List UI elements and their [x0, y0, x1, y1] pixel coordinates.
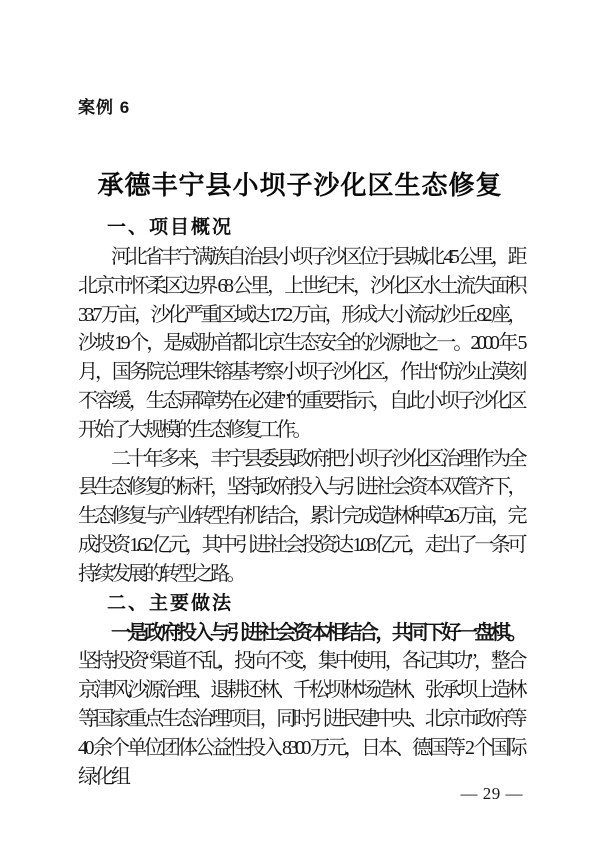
document-title: 承德丰宁县小坝子沙化区生态修复 — [97, 171, 503, 201]
document-body — [78, 213, 524, 791]
paragraph-practice-1-body: 坚持投资“渠道不乱，投向不变，集中使用，各记其功”，整合京津风沙源治理、退耕还林、千松坝林场造林、张承坝上造林等国家重点生态治理项目，同时引进民建中央、北京市政府等 40 余个单位团体公益性投入 8300 万元，日本、德国等 2 个国际绿化组 — [78, 650, 524, 788]
page-number: — 29 — — [460, 784, 523, 803]
section-heading-project-overview: 一、项目概况 — [107, 217, 234, 238]
paragraph-practice-1-bold-lead: 一是政府投入与引进社会资本相结合，共同下好一盘棋。 — [111, 621, 524, 644]
paragraph-practice-1 — [78, 619, 524, 792]
section-heading-main-practices: 二、主要做法 — [107, 592, 234, 614]
paragraph-overview-1: 河北省丰宁满族自治县小坝子沙区位于县城北 45 公里，距北京市怀柔区边界 68 公里，上世纪末，沙化区水土流失面积 33.7 万亩，沙化严重区域达 17.2 万亩，形成大小流动沙丘 82 座，沙坡 19 个，是威胁首都北京生态安全的沙源地之一。2000 年 5 月，国务院总理朱镕基考察小坝子沙化区，作出“防沙止漠刻不容缓，生态屏障势在必建”的重要指示，自此小坝子沙化区开始了大规模的生态修复工作。 — [78, 246, 524, 441]
case-number-label: 案例 6 — [78, 98, 131, 117]
paragraph-overview-2: 二十年多来，丰宁县委县政府把小坝子沙化区治理作为全县生态修复的标杆，坚持政府投入与引进社会资本双管齐下，生态修复与产业转型有机结合，累计完成造林种草 26 万亩，完成投资 1.62 亿元，其中引进社会投资达 1.03 亿元，走出了一条可持续发展的转型之路。 — [78, 447, 524, 585]
